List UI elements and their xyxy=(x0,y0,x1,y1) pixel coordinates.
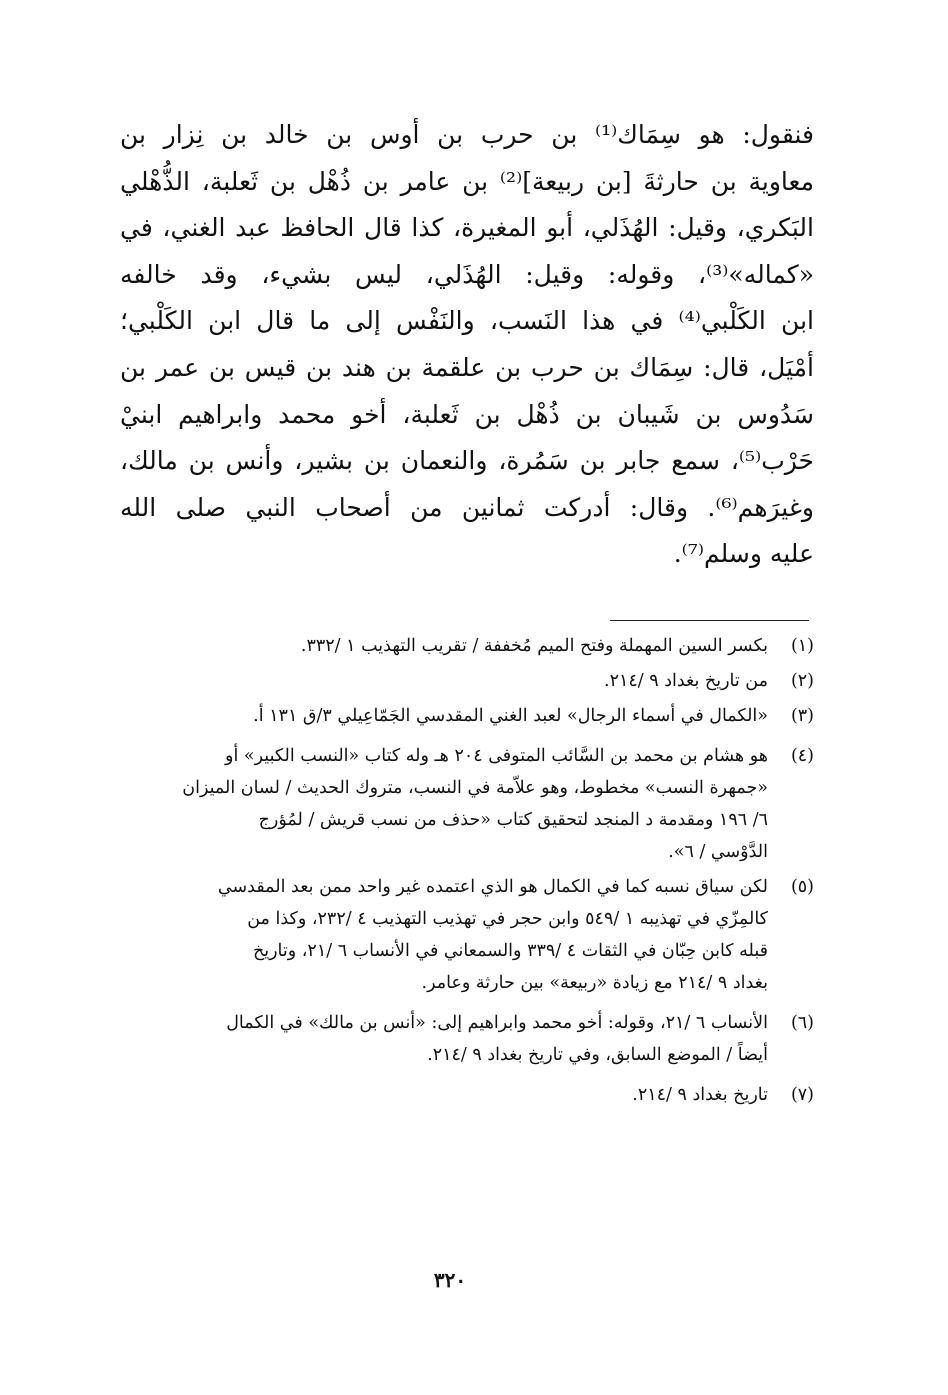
footnote-4 xyxy=(150,740,814,868)
footnotes-section xyxy=(150,630,814,1114)
footnote-line: الأنساب ٦ /٢١، وقوله: أخو محمد وابراهيم إلى: «أنس بن مالك» في الكمال xyxy=(226,1013,768,1033)
footnote-line: «جمهرة النسب» مخطوط، وهو علاّمة في النسب، متروك الحديث / لسان الميزان xyxy=(182,778,768,798)
main-line: وغيرَهم⁽⁶⁾. وقال: أدركت ثمانين من أصحاب النبي صلى الله xyxy=(120,492,814,522)
footnote-divider xyxy=(610,620,809,621)
footnote-line: ٦/ ١٩٦ ومقدمة د المنجد لتحقيق كتاب «حذف من نسب قريش / لمُؤرج xyxy=(258,810,768,830)
main-line: البَكري، وقيل: الهُذَلي، أبو المغيرة، كذا قال الحافظ عبد الغني، في xyxy=(120,213,814,243)
main-line: عليه وسلم⁽⁷⁾. xyxy=(673,539,814,569)
footnote-line: أيضاً / الموضع السابق، وفي تاريخ بغداد ٩ /٢١٤. xyxy=(427,1045,768,1065)
page-number: ٣٢٠ xyxy=(433,1268,467,1292)
main-line: معاوية بن حارثةَ [بن ربيعة]⁽²⁾ بن عامر بن ذُهْل بن ثَعلبة، الذُّهْلي xyxy=(120,166,814,196)
footnote-5 xyxy=(150,871,814,999)
footnote-text xyxy=(150,1079,768,1111)
footnote-number: (١) xyxy=(790,636,814,656)
footnote-text xyxy=(150,871,768,999)
footnote-line: تاريخ بغداد ٩ /٢١٤. xyxy=(632,1085,768,1105)
footnote-text xyxy=(150,700,768,732)
footnote-line: بغداد ٩ /٢١٤ مع زيادة «ربيعة» بين حارثة وعامر. xyxy=(421,973,768,993)
footnote-number: (٤) xyxy=(790,746,814,766)
main-line: سَدُوس بن شَيبان بن ذُهْل بن ثَعلبة، أخو محمد وابراهيم ابنيْ xyxy=(120,399,814,429)
main-line: ابن الكَلْبي⁽⁴⁾ في هذا النَسب، والنَفْس إلى ما قال ابن الكَلْبي؛ xyxy=(120,306,814,336)
footnote-number: (٧) xyxy=(790,1085,814,1105)
footnote-6 xyxy=(150,1007,814,1071)
footnote-line: هو هشام بن محمد بن السَّائب المتوفى ٢٠٤ هـ وله كتاب «النسب الكبير» أو xyxy=(225,746,768,766)
footnote-number: (٢) xyxy=(790,671,814,691)
footnote-text xyxy=(150,1007,768,1071)
footnote-text xyxy=(150,630,768,662)
footnote-number: (٦) xyxy=(790,1013,814,1033)
footnote-text xyxy=(150,665,768,697)
footnote-line: «الكمال في أسماء الرجال» لعبد الغني المقدسي الجَمّاعِيلي ٣/ق ١٣١ أ. xyxy=(253,706,768,726)
main-paragraph xyxy=(120,112,814,578)
footnote-2 xyxy=(150,665,814,697)
main-line: «كماله»⁽³⁾، وقوله: وقيل: الهُذَلي، ليس بشيء، وقد خالفه xyxy=(120,259,814,289)
footnote-line: الدَّوْسي / ٦». xyxy=(668,842,768,862)
footnote-number: (٣) xyxy=(790,706,814,726)
footnote-line: لكن سياق نسبه كما في الكمال هو الذي اعتمده غير واحد ممن بعد المقدسي xyxy=(217,877,768,897)
footnote-line: قبله كابن حِبّان في الثقات ٤ /٣٣٩ والسمعاني في الأنساب ٦ /٢١، وتاريخ xyxy=(252,941,768,961)
main-line: فنقول: هو سِمَاك⁽¹⁾ بن حرب بن أوس بن خالد بن نِزار بن xyxy=(120,120,814,149)
footnote-line: كالمِزّي في تهذيبه ١ /٥٤٩ وابن حجر في تهذيب التهذيب ٤ /٢٣٢، وكذا من xyxy=(247,909,768,929)
footnote-line: بكسر السين المهملة وفتح الميم مُخففة / تقريب التهذيب ١ /٣٣٢. xyxy=(300,636,768,656)
footnote-3 xyxy=(150,700,814,732)
footnote-text xyxy=(150,740,768,868)
footnote-line: من تاريخ بغداد ٩ /٢١٤. xyxy=(603,671,768,691)
footnote-1 xyxy=(150,630,814,662)
footnote-7 xyxy=(150,1079,814,1111)
footnote-number: (٥) xyxy=(790,877,814,897)
main-line: حَرْب⁽⁵⁾، سمع جابر بن سَمُرة، والنعمان بن بشير، وأنس بن مالك، xyxy=(120,446,814,476)
main-line: أمْيَل، قال: سِمَاك بن حرب بن علقمة بن هند بن قيس بن عمر بن xyxy=(120,352,814,382)
